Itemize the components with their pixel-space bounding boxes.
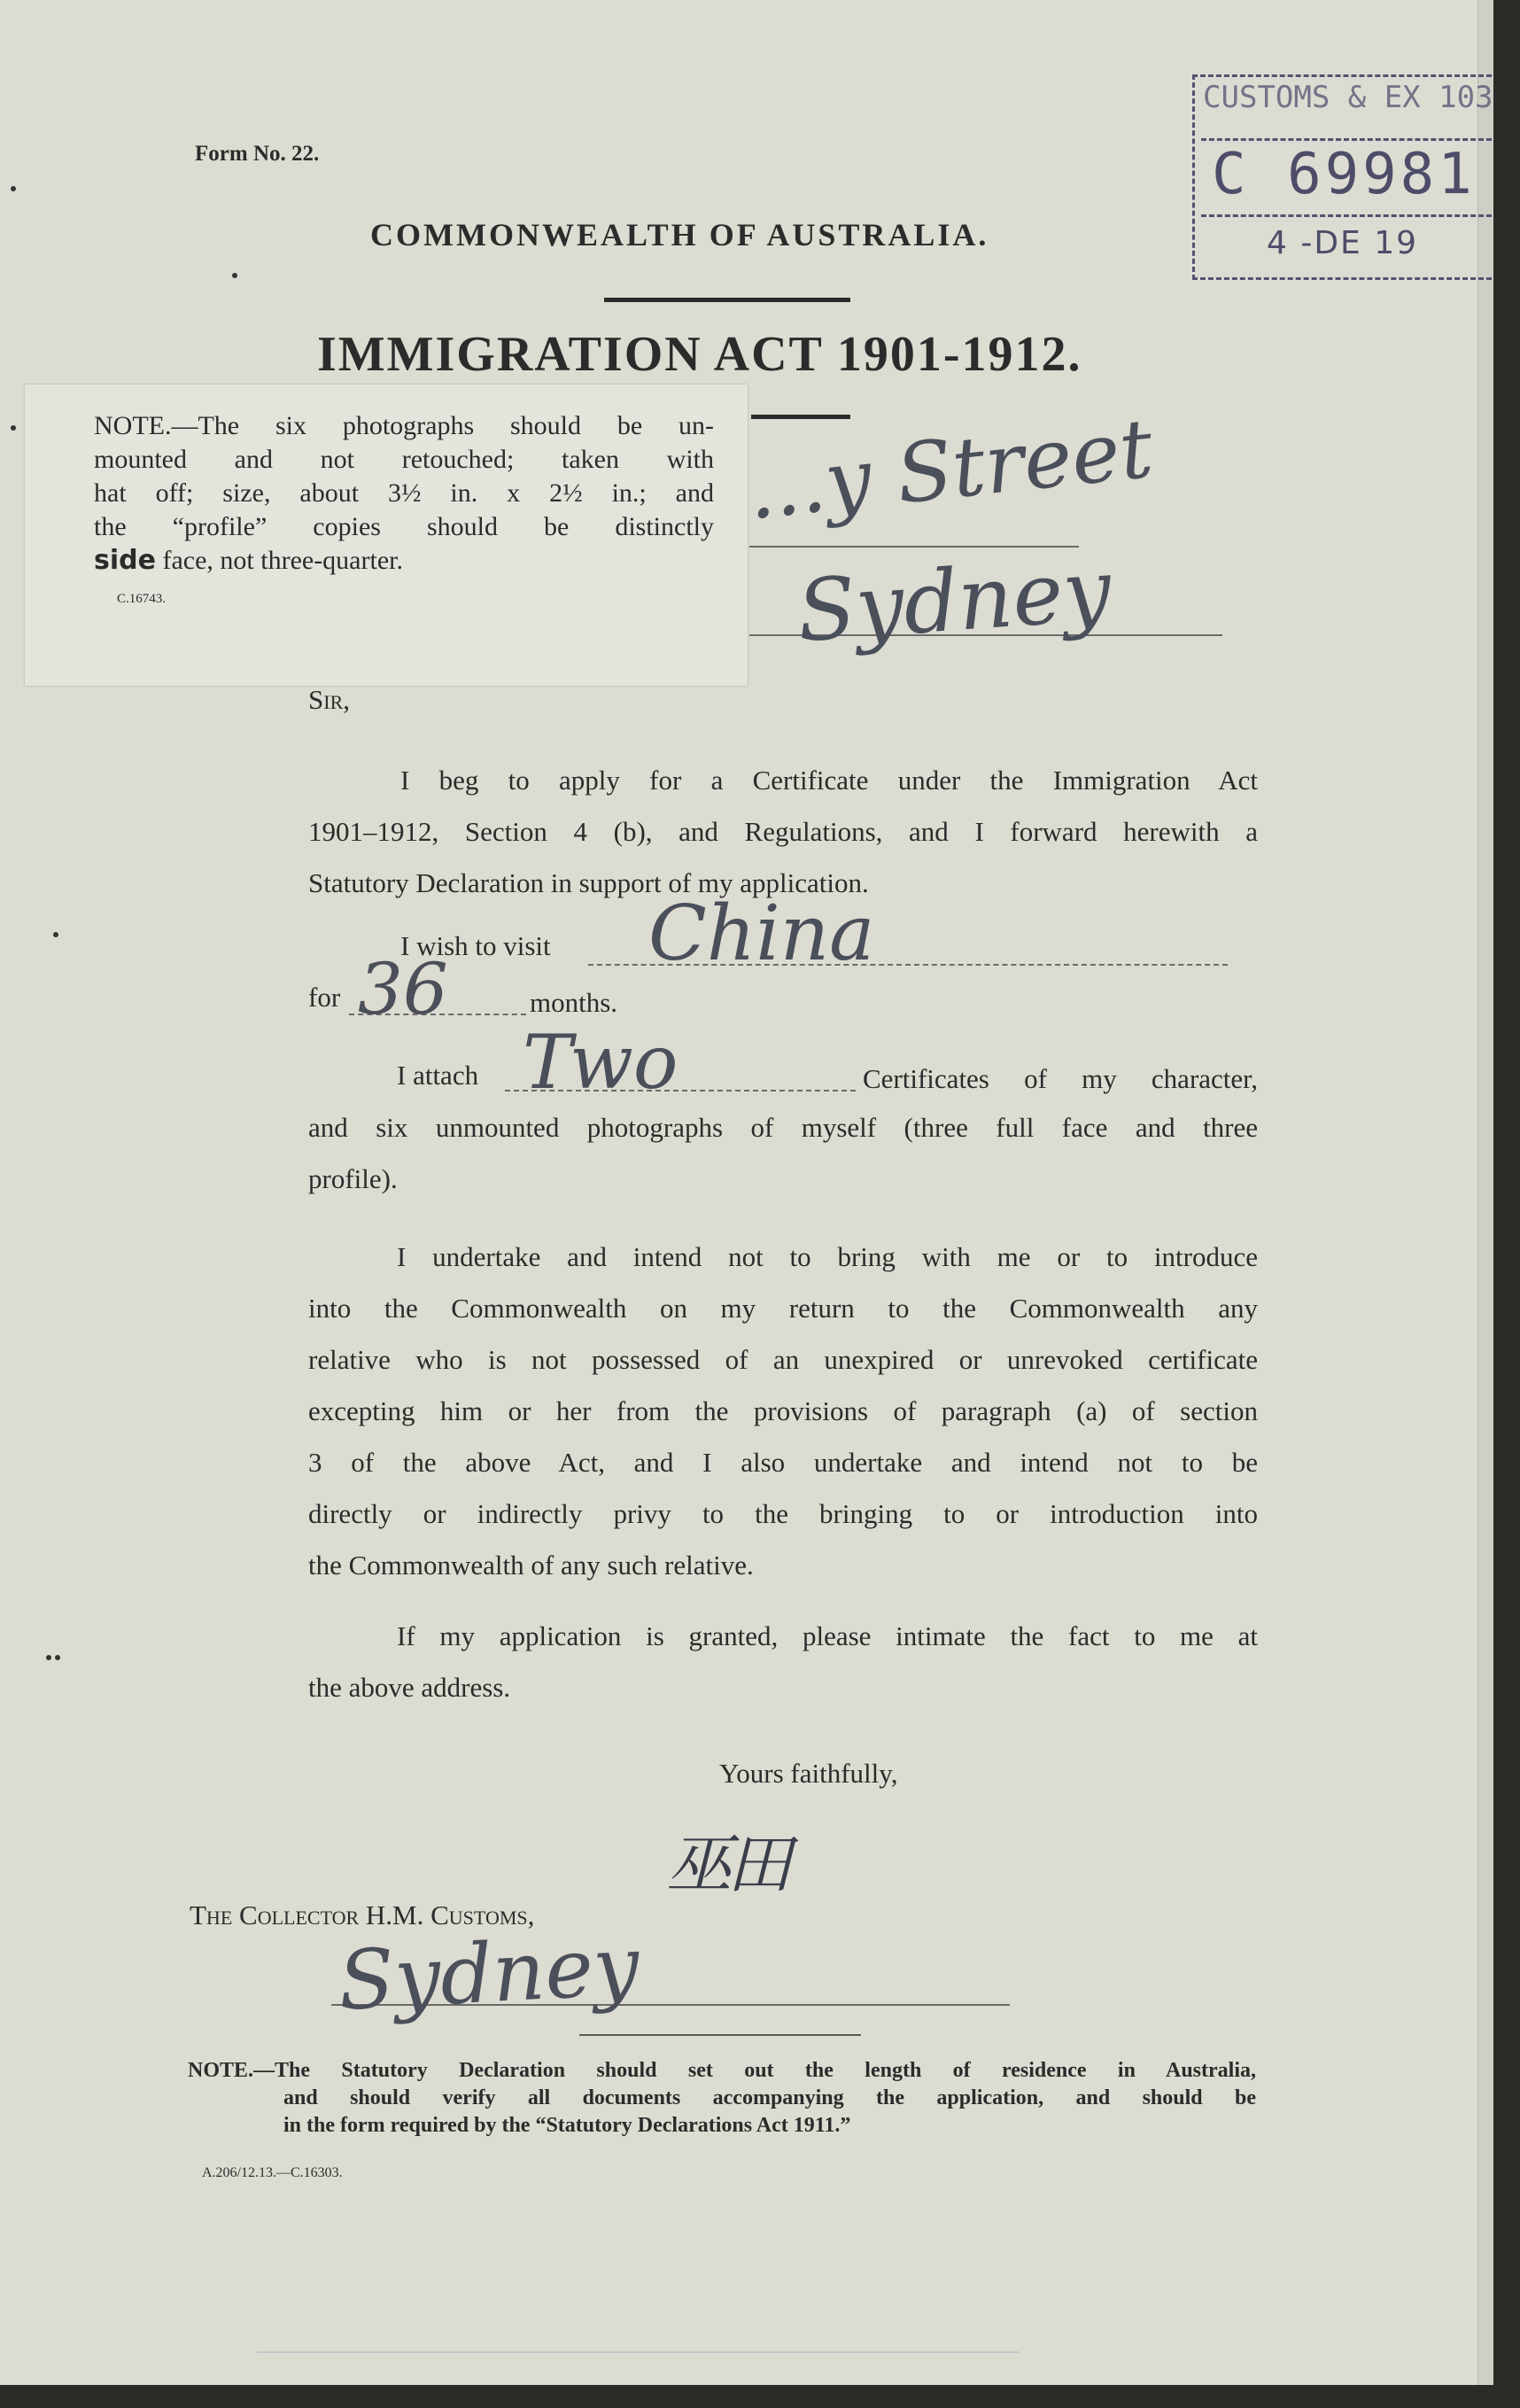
margin-mark bbox=[53, 932, 58, 937]
paragraph-undertaking bbox=[308, 1231, 1258, 1591]
para-line: profile). bbox=[308, 1163, 398, 1194]
para-line: the Commonwealth of any such relative. bbox=[308, 1550, 754, 1581]
form-heading: COMMONWEALTH OF AUSTRALIA. bbox=[370, 217, 989, 252]
margin-mark bbox=[232, 273, 237, 278]
para-line: If my application is granted, please intimate the fact to me at bbox=[397, 1620, 1258, 1651]
footer-note-line: in the form required by the “Statutory Declarations Act 1911.” bbox=[283, 2114, 851, 2137]
customs-stamp bbox=[1192, 74, 1492, 280]
para-line: I undertake and intend not to bring with me or to introduce bbox=[397, 1241, 1258, 1272]
margin-mark bbox=[11, 186, 16, 191]
print-code: A.206/12.13.—C.16303. bbox=[202, 2165, 343, 2180]
note-line: the “profile” copies should be distinctly bbox=[94, 512, 714, 541]
para-line: excepting him or her from the provisions of paragraph (a) of section bbox=[308, 1395, 1258, 1426]
heading-rule bbox=[604, 298, 850, 302]
footer-note-line: and should verify all documents accompanying the application, and should be bbox=[283, 2086, 1256, 2109]
addressee-label: The Collector H.M. Customs, bbox=[190, 1899, 535, 1930]
bottom-faint-rule bbox=[257, 2351, 1019, 2353]
margin-mark bbox=[46, 1655, 51, 1660]
page-edge bbox=[1477, 0, 1493, 2385]
paragraph-photographs bbox=[308, 1102, 1258, 1205]
stamp-header: CUSTOMS & EX 103 bbox=[1203, 80, 1493, 115]
note-bold-word: side bbox=[94, 545, 156, 576]
title-rule bbox=[751, 415, 850, 419]
attach-count-handwritten: Two bbox=[523, 1019, 679, 1106]
para-line: 3 of the above Act, and I also undertake and intend not to be bbox=[308, 1447, 1258, 1478]
stamp-number: C 69981 bbox=[1212, 142, 1476, 207]
note-line: hat off; size, about 3½ in. x 2½ in.; and bbox=[94, 478, 714, 508]
salutation: Sir, bbox=[308, 684, 350, 715]
margin-mark bbox=[55, 1655, 60, 1660]
certificates-label: Certificates of my character, bbox=[863, 1063, 1258, 1094]
note-line: NOTE.—The six photographs should be un- bbox=[94, 411, 714, 440]
note-slip-code: C.16743. bbox=[117, 592, 167, 606]
para-line: 1901–1912, Section 4 (b), and Regulations, and I forward herewith a bbox=[308, 816, 1258, 847]
act-title: IMMIGRATION ACT 1901-1912. bbox=[317, 327, 1082, 382]
visit-label: I wish to visit bbox=[400, 930, 551, 961]
para-line: directly or indirectly privy to the bringing to or introduction into bbox=[308, 1498, 1258, 1529]
para-line: I beg to apply for a Certificate under the Immigration Act bbox=[400, 765, 1258, 796]
for-label: for bbox=[308, 982, 341, 1013]
note-line: mounted and not retouched; taken with bbox=[94, 445, 714, 474]
signature-chinese: 巫田 bbox=[666, 1827, 787, 1903]
months-label: months. bbox=[530, 987, 618, 1018]
form-number: Form No. 22. bbox=[195, 142, 320, 166]
closing-yours-faithfully: Yours faithfully, bbox=[719, 1758, 898, 1789]
para-line: relative who is not possessed of an unexpired or unrevoked certificate bbox=[308, 1344, 1258, 1375]
statutory-declaration-note bbox=[188, 2057, 1256, 2140]
margin-mark bbox=[11, 425, 16, 431]
paragraph-application bbox=[308, 755, 1258, 909]
note-line-rest: face, not three-quarter. bbox=[155, 546, 403, 575]
months-handwritten: 36 bbox=[358, 948, 448, 1030]
stamp-divider bbox=[1201, 214, 1492, 217]
para-line: Statutory Declaration in support of my application. bbox=[308, 867, 869, 898]
stamp-divider bbox=[1201, 138, 1492, 141]
stamp-date: 4 -DE 19 bbox=[1267, 225, 1419, 261]
footer-note-line: NOTE.—The Statutory Declaration should set out the length of residence in Australia, bbox=[188, 2059, 1256, 2082]
addressee-city-handwritten: Sydney bbox=[336, 1918, 642, 2029]
note-slip-text bbox=[94, 409, 714, 578]
address-city-handwritten: Sydney bbox=[794, 540, 1114, 662]
flourish-line bbox=[579, 2034, 861, 2036]
para-line: the above address. bbox=[308, 1672, 511, 1703]
note-line bbox=[94, 544, 714, 578]
attach-label: I attach bbox=[397, 1060, 479, 1091]
para-line: and six unmounted photographs of myself (three full face and three bbox=[308, 1112, 1258, 1143]
street-handwritten: ...y Street bbox=[742, 400, 1158, 538]
photograph-note-slip bbox=[25, 385, 748, 686]
paragraph-intimation bbox=[308, 1611, 1258, 1713]
visit-destination-handwritten: China bbox=[648, 889, 875, 978]
para-line: into the Commonwealth on my return to the Commonwealth any bbox=[308, 1293, 1258, 1324]
